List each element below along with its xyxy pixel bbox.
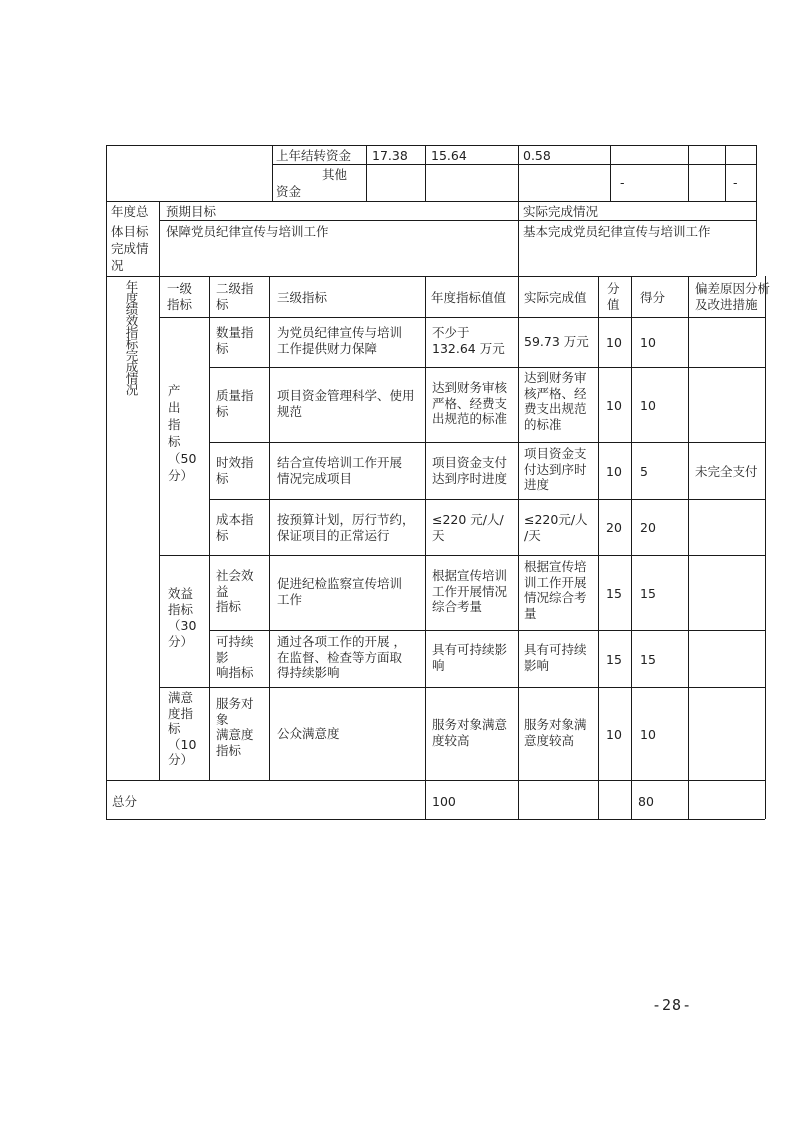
goal-label-1: 年度总 xyxy=(111,204,149,219)
goal-label-2: 体目标 xyxy=(111,224,149,239)
rule xyxy=(272,164,756,165)
rule xyxy=(518,276,519,819)
group-benefit: 效益 指标 （30 分） xyxy=(168,586,197,649)
rule xyxy=(209,442,765,443)
row-0-level3: 为党员纪律宣传与培训 工作提供财力保障 xyxy=(277,325,403,356)
row-1-score: 10 xyxy=(640,398,656,413)
header-level2: 二级指 标 xyxy=(216,281,254,312)
rule xyxy=(106,276,756,277)
total-label: 总分 xyxy=(112,794,138,809)
funds-other-dash-1: - xyxy=(620,175,625,190)
rule xyxy=(425,276,426,819)
rule xyxy=(631,276,632,819)
funds-other-label: 其他 xyxy=(322,167,348,182)
row-2-level3: 结合宣传培训工作开展 情况完成项目 xyxy=(277,455,403,486)
rule xyxy=(209,630,765,631)
row-4-actual: 根据宣传培 训工作开展 情况综合考 量 xyxy=(524,559,587,621)
rule xyxy=(209,276,210,780)
goal-label-4: 况 xyxy=(111,258,124,273)
funds-carryover-label: 上年结转资金 xyxy=(276,148,352,163)
goal-label-3: 完成情 xyxy=(111,241,149,256)
funds-carryover-rate: 0.58 xyxy=(523,148,551,163)
header-score: 得分 xyxy=(640,290,666,305)
funds-other-dash-2: - xyxy=(733,175,738,190)
expected-goal-text: 保障党员纪律宣传与培训工作 xyxy=(166,224,329,239)
rule xyxy=(159,555,765,556)
rule xyxy=(425,145,426,201)
row-0-actual: 59.73 万元 xyxy=(524,334,589,349)
actual-goal-header: 实际完成情况 xyxy=(523,204,599,219)
row-6-level3: 公众满意度 xyxy=(277,726,340,741)
row-5-full: 15 xyxy=(606,652,622,667)
page-number: -28- xyxy=(652,996,693,1014)
rule xyxy=(159,317,765,318)
header-actual: 实际完成值 xyxy=(524,290,587,305)
rule xyxy=(159,201,160,780)
rule xyxy=(209,499,765,500)
row-2-deviation: 未完全支付 xyxy=(695,464,758,479)
header-deviation: 偏差原因分析 及改进措施 xyxy=(695,281,771,312)
row-6-score: 10 xyxy=(640,727,656,742)
row-1-level3: 项目资金管理科学、使用 规范 xyxy=(277,388,415,419)
row-3-full: 20 xyxy=(606,520,622,535)
row-2-level2: 时效指 标 xyxy=(216,455,254,486)
row-0-full: 10 xyxy=(606,335,622,350)
row-4-full: 15 xyxy=(606,586,622,601)
rule xyxy=(725,145,726,201)
row-2-actual: 项目资金支 付达到序时 进度 xyxy=(524,446,587,492)
rule xyxy=(269,276,270,780)
rule xyxy=(688,145,689,201)
rule xyxy=(106,145,756,146)
row-5-actual: 具有可持续 影响 xyxy=(524,642,587,673)
rule xyxy=(209,367,765,368)
row-5-annual: 具有可持续影 响 xyxy=(432,642,508,673)
rule xyxy=(106,780,765,781)
funds-other-label-2: 资金 xyxy=(276,184,302,199)
row-3-level2: 成本指 标 xyxy=(216,512,254,543)
row-1-level2: 质量指 标 xyxy=(216,388,254,419)
rule xyxy=(598,276,599,819)
funds-carryover-budget: 17.38 xyxy=(372,148,408,163)
indicator-side-label: 年度绩效指标完成情况 xyxy=(124,280,139,395)
expected-goal-header: 预期目标 xyxy=(166,204,217,219)
row-4-level3: 促进纪检监察宣传培训 工作 xyxy=(277,576,403,607)
rule xyxy=(106,145,107,820)
header-score-full: 分 值 xyxy=(607,281,620,312)
row-1-full: 10 xyxy=(606,398,622,413)
rule xyxy=(756,145,757,276)
group-output: 产 出 指 标 （50 分） xyxy=(168,383,197,483)
rule xyxy=(159,220,756,221)
rule xyxy=(272,145,273,201)
row-2-score: 5 xyxy=(640,464,648,479)
row-1-annual: 达到财务审核 严格、经费支 出规范的标准 xyxy=(432,380,508,426)
funds-carryover-actual: 15.64 xyxy=(431,148,467,163)
row-6-full: 10 xyxy=(606,727,622,742)
header-level3: 三级指标 xyxy=(277,290,328,305)
header-level1: 一级 指标 xyxy=(167,281,193,312)
row-2-full: 10 xyxy=(606,464,622,479)
row-3-annual: ≤220 元/人/ 天 xyxy=(432,512,504,543)
row-5-score: 15 xyxy=(640,652,656,667)
row-6-level2: 服务对 象 满意度 指标 xyxy=(216,696,254,758)
row-6-actual: 服务对象满 意度较高 xyxy=(524,717,587,748)
row-3-score: 20 xyxy=(640,520,656,535)
row-4-score: 15 xyxy=(640,586,656,601)
row-4-annual: 根据宣传培训 工作开展情况 综合考量 xyxy=(432,568,508,614)
header-annual: 年度指标值值 xyxy=(431,290,507,305)
row-0-annual: 不少于 132.64 万元 xyxy=(432,325,505,356)
rule xyxy=(366,145,367,201)
rule xyxy=(518,145,519,276)
row-0-score: 10 xyxy=(640,335,656,350)
rule xyxy=(106,819,765,820)
row-6-annual: 服务对象满意 度较高 xyxy=(432,717,508,748)
total-annual: 100 xyxy=(432,794,456,809)
total-score: 80 xyxy=(638,794,654,809)
row-4-level2: 社会效 益 指标 xyxy=(216,568,254,614)
row-1-actual: 达到财务审 核严格、经 费支出规范 的标准 xyxy=(524,370,587,432)
row-3-actual: ≤220元/人 /天 xyxy=(524,512,588,543)
row-5-level2: 可持续 影 响指标 xyxy=(216,634,254,680)
rule xyxy=(106,201,756,202)
row-2-annual: 项目资金支付 达到序时进度 xyxy=(432,455,508,486)
row-3-level3: 按预算计划，厉行节约， 保证项目的正常运行 xyxy=(277,512,415,543)
rule xyxy=(688,276,689,819)
rule xyxy=(159,687,765,688)
rule xyxy=(610,145,611,201)
actual-goal-text: 基本完成党员纪律宣传与培训工作 xyxy=(523,224,711,239)
row-5-level3: 通过各项工作的开展 ， 在监督、检查等方面取 得持续影响 xyxy=(277,634,406,680)
group-satisfaction: 满意 度指 标 （10 分） xyxy=(168,690,197,767)
rule xyxy=(765,276,766,819)
row-0-level2: 数量指 标 xyxy=(216,325,254,356)
